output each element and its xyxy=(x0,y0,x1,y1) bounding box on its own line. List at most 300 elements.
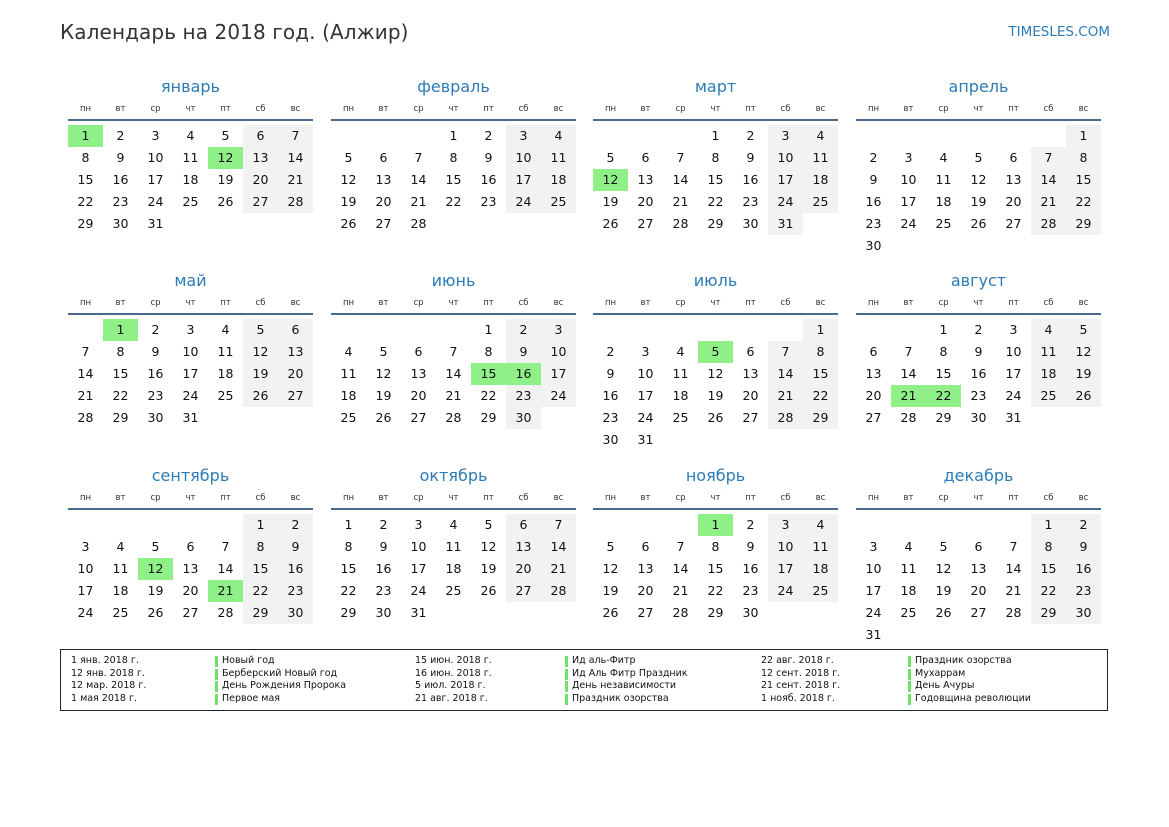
day-cell: 29 xyxy=(112,410,129,425)
day-cell: 21 xyxy=(1005,583,1022,598)
day-cell: 14 xyxy=(1031,169,1066,191)
day-cell: 7 xyxy=(81,344,90,359)
day-cell: 22 xyxy=(445,194,462,209)
day-cell: 23 xyxy=(375,583,392,598)
day-cell: 27 xyxy=(865,410,882,425)
weekday-label: пн xyxy=(79,104,92,114)
day-cell: 4 xyxy=(803,514,838,536)
day-cell: 25 xyxy=(1031,385,1066,407)
weekday-label: вс xyxy=(553,298,564,308)
day-cell: 3 xyxy=(768,125,803,147)
day-cell: 7 xyxy=(1009,539,1018,554)
day-cell: 25 xyxy=(112,605,129,620)
day-cell: 21 xyxy=(768,385,803,407)
weekday-label: пн xyxy=(604,493,617,503)
day-cell: 17 xyxy=(77,583,94,598)
day-cell: 22 xyxy=(480,388,497,403)
day-cell: 11 xyxy=(445,539,462,554)
legend-holiday-name: День Ачуры xyxy=(908,680,1031,693)
month-6 xyxy=(331,270,576,460)
day-cell: 29 xyxy=(480,410,497,425)
weekday-label: сб xyxy=(1043,493,1054,503)
day-cell: 25 xyxy=(803,191,838,213)
day-cell: 17 xyxy=(1005,366,1022,381)
weekday-label: чт xyxy=(973,298,984,308)
day-cell: 23 xyxy=(278,580,313,602)
day-cell: 16 xyxy=(602,388,619,403)
day-cell: 29 xyxy=(935,410,952,425)
day-cell: 11 xyxy=(672,366,689,381)
weekday-label: вт xyxy=(903,298,914,308)
day-cell: 8 xyxy=(449,150,458,165)
month-name: июль xyxy=(693,271,738,290)
weekday-label: вт xyxy=(903,104,914,114)
day-cell: 4 xyxy=(676,344,685,359)
weekday-label: ср xyxy=(413,493,424,503)
day-cell: 15 xyxy=(471,363,506,385)
day-cell: 28 xyxy=(900,410,917,425)
day-cell: 19 xyxy=(375,388,392,403)
day-cell: 10 xyxy=(1005,344,1022,359)
day-cell: 1 xyxy=(711,128,720,143)
day-cell: 18 xyxy=(445,561,462,576)
day-cell: 19 xyxy=(602,194,619,209)
day-cell: 10 xyxy=(865,561,882,576)
weekday-label: ср xyxy=(938,493,949,503)
month-name: март xyxy=(694,77,737,96)
weekday-label: чт xyxy=(185,298,196,308)
weekday-label: пт xyxy=(220,493,231,503)
legend-date: 15 июн. 2018 г. xyxy=(415,655,492,666)
legend-holiday-name: Ид Аль Фитр Праздник xyxy=(565,668,688,681)
weekday-label: сб xyxy=(1043,298,1054,308)
legend-date: 1 янв. 2018 г. xyxy=(71,655,139,666)
month-name: апрель xyxy=(948,77,1009,96)
day-cell: 17 xyxy=(637,388,654,403)
day-cell: 2 xyxy=(506,319,541,341)
day-cell: 18 xyxy=(803,558,838,580)
day-cell: 21 xyxy=(77,388,94,403)
weekday-label: вс xyxy=(1078,298,1089,308)
day-cell: 11 xyxy=(182,150,199,165)
weekday-label: сб xyxy=(255,493,266,503)
weekday-header xyxy=(68,297,313,315)
day-cell: 10 xyxy=(768,147,803,169)
day-cell: 6 xyxy=(278,319,313,341)
weekday-label: пн xyxy=(604,298,617,308)
day-cell: 30 xyxy=(742,216,759,231)
day-cell: 4 xyxy=(221,322,230,337)
weekday-label: пт xyxy=(1008,298,1019,308)
day-cell: 12 xyxy=(480,539,497,554)
day-cell: 28 xyxy=(672,605,689,620)
day-cell: 18 xyxy=(672,388,689,403)
weekday-label: ср xyxy=(938,104,949,114)
day-cell: 6 xyxy=(186,539,195,554)
weekday-label: пн xyxy=(79,493,92,503)
day-cell: 14 xyxy=(541,536,576,558)
day-cell: 23 xyxy=(147,388,164,403)
weekday-label: вс xyxy=(553,493,564,503)
day-cell: 1 xyxy=(484,322,493,337)
day-cell: 23 xyxy=(865,216,882,231)
month-7 xyxy=(593,270,838,460)
day-cell: 5 xyxy=(974,150,983,165)
day-cell: 11 xyxy=(340,366,357,381)
month-name: сентябрь xyxy=(151,466,230,485)
day-cell: 21 xyxy=(891,385,926,407)
day-cell: 7 xyxy=(414,150,423,165)
day-cell: 20 xyxy=(410,388,427,403)
day-cell: 26 xyxy=(217,194,234,209)
day-cell: 8 xyxy=(81,150,90,165)
day-cell: 24 xyxy=(865,605,882,620)
day-cell: 20 xyxy=(375,194,392,209)
day-cell: 30 xyxy=(742,605,759,620)
day-cell: 23 xyxy=(1066,580,1101,602)
day-cell: 4 xyxy=(904,539,913,554)
day-cell: 18 xyxy=(1031,363,1066,385)
day-cell: 21 xyxy=(672,583,689,598)
day-cell: 26 xyxy=(480,583,497,598)
day-cell: 15 xyxy=(935,366,952,381)
day-cell: 6 xyxy=(869,344,878,359)
day-cell: 28 xyxy=(541,580,576,602)
day-cell: 7 xyxy=(904,344,913,359)
weekday-label: вс xyxy=(815,493,826,503)
day-cell: 10 xyxy=(77,561,94,576)
day-cell: 3 xyxy=(768,514,803,536)
day-cell: 28 xyxy=(410,216,427,231)
day-cell: 8 xyxy=(116,344,125,359)
day-cell: 8 xyxy=(484,344,493,359)
day-cell: 27 xyxy=(243,191,278,213)
weekday-label: ср xyxy=(675,298,686,308)
day-cell: 5 xyxy=(939,539,948,554)
weekday-header xyxy=(593,297,838,315)
day-cell: 14 xyxy=(672,172,689,187)
day-cell: 17 xyxy=(865,583,882,598)
day-cell: 18 xyxy=(935,194,952,209)
day-cell: 22 xyxy=(803,385,838,407)
day-cell: 26 xyxy=(707,410,724,425)
day-cell: 2 xyxy=(746,128,755,143)
weekday-label: пт xyxy=(220,298,231,308)
day-cell: 10 xyxy=(541,341,576,363)
day-cell: 5 xyxy=(484,517,493,532)
day-cell: 27 xyxy=(637,605,654,620)
day-cell: 20 xyxy=(506,558,541,580)
day-cell: 22 xyxy=(112,388,129,403)
day-cell: 31 xyxy=(147,216,164,231)
day-cell: 21 xyxy=(208,580,243,602)
day-cell: 13 xyxy=(1005,172,1022,187)
day-cell: 4 xyxy=(344,344,353,359)
weekday-label: ср xyxy=(413,298,424,308)
day-cell: 12 xyxy=(1066,341,1101,363)
legend-names-2 xyxy=(565,655,688,705)
day-cell: 1 xyxy=(803,319,838,341)
day-cell: 2 xyxy=(379,517,388,532)
day-cell: 28 xyxy=(768,407,803,429)
day-cell: 20 xyxy=(637,583,654,598)
month-name: октябрь xyxy=(419,466,488,485)
day-cell: 28 xyxy=(77,410,94,425)
day-cell: 12 xyxy=(602,561,619,576)
day-cell: 30 xyxy=(278,602,313,624)
weekday-label: вт xyxy=(903,493,914,503)
weekday-label: чт xyxy=(448,104,459,114)
day-cell: 15 xyxy=(77,172,94,187)
weekday-label: пн xyxy=(604,104,617,114)
weekday-label: вс xyxy=(290,298,301,308)
day-cell: 2 xyxy=(869,150,878,165)
month-8 xyxy=(856,270,1101,460)
day-cell: 9 xyxy=(746,150,755,165)
day-cell: 28 xyxy=(672,216,689,231)
day-cell: 15 xyxy=(112,366,129,381)
day-cell: 18 xyxy=(541,169,576,191)
weekday-label: вт xyxy=(378,298,389,308)
day-cell: 22 xyxy=(1066,191,1101,213)
day-cell: 20 xyxy=(278,363,313,385)
day-cell: 14 xyxy=(77,366,94,381)
day-cell: 16 xyxy=(480,172,497,187)
weekday-label: вс xyxy=(290,493,301,503)
legend-holiday-name: Первое мая xyxy=(215,693,346,706)
day-cell: 15 xyxy=(707,172,724,187)
day-cell: 8 xyxy=(711,539,720,554)
day-cell: 20 xyxy=(1005,194,1022,209)
holiday-legend xyxy=(60,649,1108,711)
day-cell: 16 xyxy=(506,363,541,385)
weekday-header xyxy=(331,297,576,315)
weekday-header xyxy=(593,103,838,121)
day-cell: 24 xyxy=(1005,388,1022,403)
weekday-label: пт xyxy=(745,104,756,114)
day-cell: 22 xyxy=(707,194,724,209)
weekday-label: чт xyxy=(185,104,196,114)
weekday-label: пт xyxy=(745,493,756,503)
day-cell: 8 xyxy=(243,536,278,558)
day-cell: 13 xyxy=(506,536,541,558)
day-cell: 7 xyxy=(768,341,803,363)
day-cell: 24 xyxy=(506,191,541,213)
day-cell: 25 xyxy=(541,191,576,213)
day-cell: 27 xyxy=(637,216,654,231)
legend-dates-2 xyxy=(415,655,492,705)
day-cell: 19 xyxy=(970,194,987,209)
weekday-label: чт xyxy=(710,104,721,114)
day-cell: 10 xyxy=(147,150,164,165)
day-cell: 3 xyxy=(151,128,160,143)
day-cell: 27 xyxy=(410,410,427,425)
day-cell: 2 xyxy=(151,322,160,337)
day-cell: 4 xyxy=(116,539,125,554)
legend-holiday-name: Ид аль-Фитр xyxy=(565,655,688,668)
day-cell: 3 xyxy=(541,319,576,341)
weekday-label: сб xyxy=(1043,104,1054,114)
day-cell: 12 xyxy=(138,558,173,580)
month-name: июнь xyxy=(431,271,476,290)
day-cell: 10 xyxy=(768,536,803,558)
day-cell: 19 xyxy=(935,583,952,598)
day-cell: 22 xyxy=(243,580,278,602)
day-cell: 5 xyxy=(606,150,615,165)
weekday-label: пт xyxy=(483,104,494,114)
day-cell: 20 xyxy=(637,194,654,209)
day-cell: 15 xyxy=(707,561,724,576)
day-cell: 26 xyxy=(935,605,952,620)
day-cell: 2 xyxy=(484,128,493,143)
day-cell: 8 xyxy=(1031,536,1066,558)
weekday-label: сб xyxy=(518,104,529,114)
day-cell: 20 xyxy=(742,388,759,403)
day-cell: 29 xyxy=(340,605,357,620)
day-cell: 25 xyxy=(445,583,462,598)
day-cell: 12 xyxy=(970,172,987,187)
weekday-label: вт xyxy=(640,493,651,503)
weekday-label: пт xyxy=(1008,493,1019,503)
weekday-header xyxy=(68,492,313,510)
day-cell: 25 xyxy=(672,410,689,425)
day-cell: 28 xyxy=(1005,605,1022,620)
day-cell: 16 xyxy=(865,194,882,209)
day-cell: 26 xyxy=(602,605,619,620)
legend-holiday-name: Праздник озорства xyxy=(908,655,1031,668)
day-cell: 27 xyxy=(742,410,759,425)
month-1 xyxy=(68,76,313,266)
day-cell: 3 xyxy=(414,517,423,532)
day-cell: 24 xyxy=(900,216,917,231)
day-cell: 12 xyxy=(375,366,392,381)
weekday-label: вс xyxy=(815,298,826,308)
day-cell: 6 xyxy=(243,125,278,147)
day-cell: 13 xyxy=(278,341,313,363)
month-name: февраль xyxy=(417,77,490,96)
legend-dates-3 xyxy=(761,655,840,705)
site-link[interactable]: TIMESLES.COM xyxy=(1008,24,1110,40)
day-cell: 8 xyxy=(939,344,948,359)
day-cell: 19 xyxy=(602,583,619,598)
legend-holiday-name: День независимости xyxy=(565,680,688,693)
month-3 xyxy=(593,76,838,266)
legend-date: 22 авг. 2018 г. xyxy=(761,655,834,666)
day-cell: 27 xyxy=(375,216,392,231)
day-cell: 21 xyxy=(672,194,689,209)
day-cell: 17 xyxy=(182,366,199,381)
day-cell: 16 xyxy=(112,172,129,187)
day-cell: 22 xyxy=(77,194,94,209)
weekday-label: вт xyxy=(115,493,126,503)
day-cell: 31 xyxy=(865,627,882,642)
day-cell: 17 xyxy=(410,561,427,576)
day-cell: 23 xyxy=(506,385,541,407)
day-cell: 26 xyxy=(375,410,392,425)
weekday-label: сб xyxy=(780,493,791,503)
weekday-label: сб xyxy=(780,104,791,114)
day-cell: 1 xyxy=(1066,125,1101,147)
day-cell: 1 xyxy=(103,319,138,341)
day-cell: 28 xyxy=(217,605,234,620)
day-cell: 9 xyxy=(151,344,160,359)
day-cell: 3 xyxy=(869,539,878,554)
legend-holiday-name: День Рождения Пророка xyxy=(215,680,346,693)
day-cell: 10 xyxy=(182,344,199,359)
day-cell: 19 xyxy=(340,194,357,209)
day-cell: 30 xyxy=(602,432,619,447)
day-cell: 18 xyxy=(340,388,357,403)
day-cell: 1 xyxy=(698,514,733,536)
day-cell: 11 xyxy=(803,536,838,558)
month-4 xyxy=(856,76,1101,266)
day-cell: 6 xyxy=(641,150,650,165)
day-cell: 15 xyxy=(340,561,357,576)
day-cell: 15 xyxy=(445,172,462,187)
weekday-label: пт xyxy=(220,104,231,114)
weekday-label: ср xyxy=(675,493,686,503)
day-cell: 29 xyxy=(243,602,278,624)
day-cell: 18 xyxy=(182,172,199,187)
day-cell: 19 xyxy=(480,561,497,576)
day-cell: 18 xyxy=(217,366,234,381)
day-cell: 5 xyxy=(151,539,160,554)
day-cell: 3 xyxy=(1009,322,1018,337)
day-cell: 14 xyxy=(1005,561,1022,576)
day-cell: 16 xyxy=(742,172,759,187)
legend-date: 21 авг. 2018 г. xyxy=(415,692,488,704)
weekday-label: сб xyxy=(518,493,529,503)
weekday-label: пн xyxy=(342,298,355,308)
month-name: январь xyxy=(161,77,220,96)
weekday-label: чт xyxy=(973,493,984,503)
day-cell: 26 xyxy=(340,216,357,231)
day-cell: 14 xyxy=(445,366,462,381)
day-cell: 4 xyxy=(541,125,576,147)
day-cell: 19 xyxy=(707,388,724,403)
day-cell: 13 xyxy=(243,147,278,169)
legend-date: 1 мая 2018 г. xyxy=(71,692,137,704)
day-cell: 6 xyxy=(641,539,650,554)
day-cell: 20 xyxy=(970,583,987,598)
day-cell: 17 xyxy=(541,363,576,385)
day-cell: 6 xyxy=(1009,150,1018,165)
day-cell: 21 xyxy=(278,169,313,191)
day-cell: 30 xyxy=(506,407,541,429)
day-cell: 3 xyxy=(186,322,195,337)
legend-holiday-name: Годовщина революции xyxy=(908,693,1031,706)
legend-date: 16 июн. 2018 г. xyxy=(415,667,492,679)
day-cell: 22 xyxy=(926,385,961,407)
day-cell: 2 xyxy=(116,128,125,143)
day-cell: 5 xyxy=(221,128,230,143)
day-cell: 29 xyxy=(707,216,724,231)
weekday-label: вт xyxy=(640,298,651,308)
day-cell: 10 xyxy=(900,172,917,187)
weekday-header xyxy=(331,103,576,121)
day-cell: 4 xyxy=(186,128,195,143)
day-cell: 6 xyxy=(746,344,755,359)
day-cell: 23 xyxy=(602,410,619,425)
day-cell: 12 xyxy=(707,366,724,381)
weekday-label: сб xyxy=(255,298,266,308)
weekday-label: сб xyxy=(518,298,529,308)
day-cell: 26 xyxy=(1066,385,1101,407)
legend-holiday-name: Новый год xyxy=(215,655,346,668)
month-11 xyxy=(593,465,838,655)
legend-names-1 xyxy=(215,655,346,705)
day-cell: 5 xyxy=(606,539,615,554)
